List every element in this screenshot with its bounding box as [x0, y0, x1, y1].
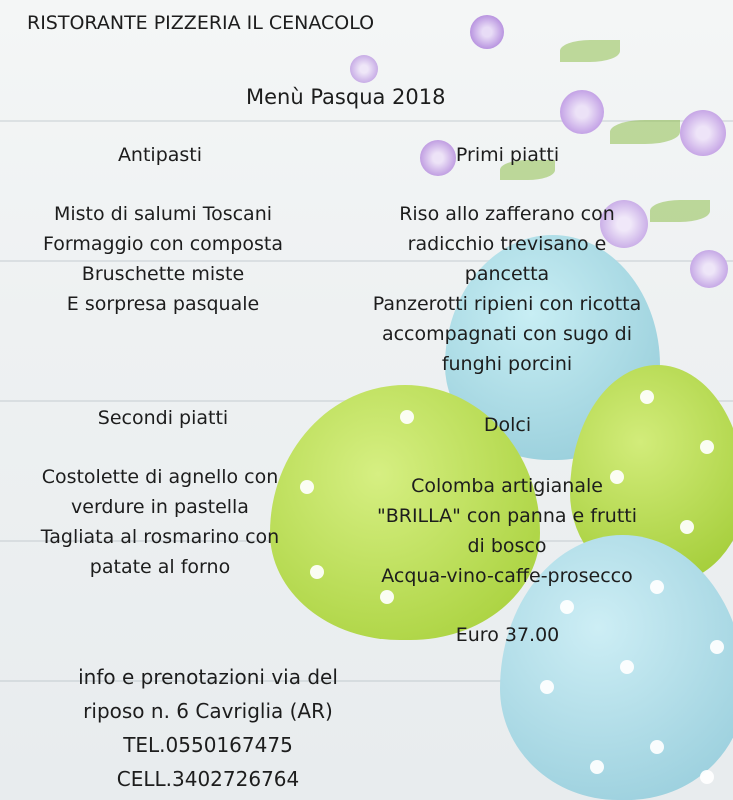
list-item: Tagliata al rosmarino con	[40, 526, 280, 548]
list-item: Riso allo zafferano con	[399, 203, 615, 225]
list-item: patate al forno	[89, 556, 231, 578]
antipasti-heading: Antipasti	[117, 144, 203, 166]
phone-number: TEL.0550167475	[123, 733, 293, 757]
list-item: Colomba artigianale	[411, 475, 603, 497]
list-item: Misto di salumi Toscani	[53, 203, 273, 225]
price: Euro 37.00	[455, 624, 560, 646]
list-item: Costolette di agnello con	[41, 466, 279, 488]
secondi-heading: Secondi piatti	[97, 407, 229, 429]
flower-decoration	[470, 15, 504, 49]
info-line: info e prenotazioni via del	[78, 665, 338, 689]
restaurant-name: RISTORANTE PIZZERIA IL CENACOLO	[27, 12, 375, 34]
list-item: di bosco	[467, 535, 547, 557]
list-item: accompagnati con sugo di	[381, 323, 633, 345]
cell-number: CELL.3402726764	[116, 767, 300, 791]
menu-title: Menù Pasqua 2018	[246, 85, 446, 109]
list-item: radicchio trevisano e	[407, 233, 607, 255]
list-item: "BRILLA" con panna e frutti	[376, 505, 638, 527]
info-line: riposo n. 6 Cavriglia (AR)	[83, 699, 333, 723]
dolci-list	[330, 471, 684, 591]
list-item: Bruschette miste	[81, 263, 245, 285]
primi-list	[330, 199, 684, 379]
info-block	[0, 660, 416, 796]
secondi-list	[0, 462, 320, 582]
list-item: E sorpresa pasquale	[66, 293, 260, 315]
list-item: pancetta	[464, 263, 550, 285]
list-item: Panzerotti ripieni con ricotta	[372, 293, 642, 315]
dolci-heading: Dolci	[483, 414, 532, 436]
primi-heading: Primi piatti	[455, 144, 560, 166]
antipasti-list	[0, 199, 326, 319]
list-item: funghi porcini	[441, 353, 573, 375]
list-item: Formaggio con composta	[43, 233, 283, 255]
list-item: Acqua-vino-caffe-prosecco	[381, 565, 633, 587]
list-item: verdure in pastella	[71, 496, 249, 518]
